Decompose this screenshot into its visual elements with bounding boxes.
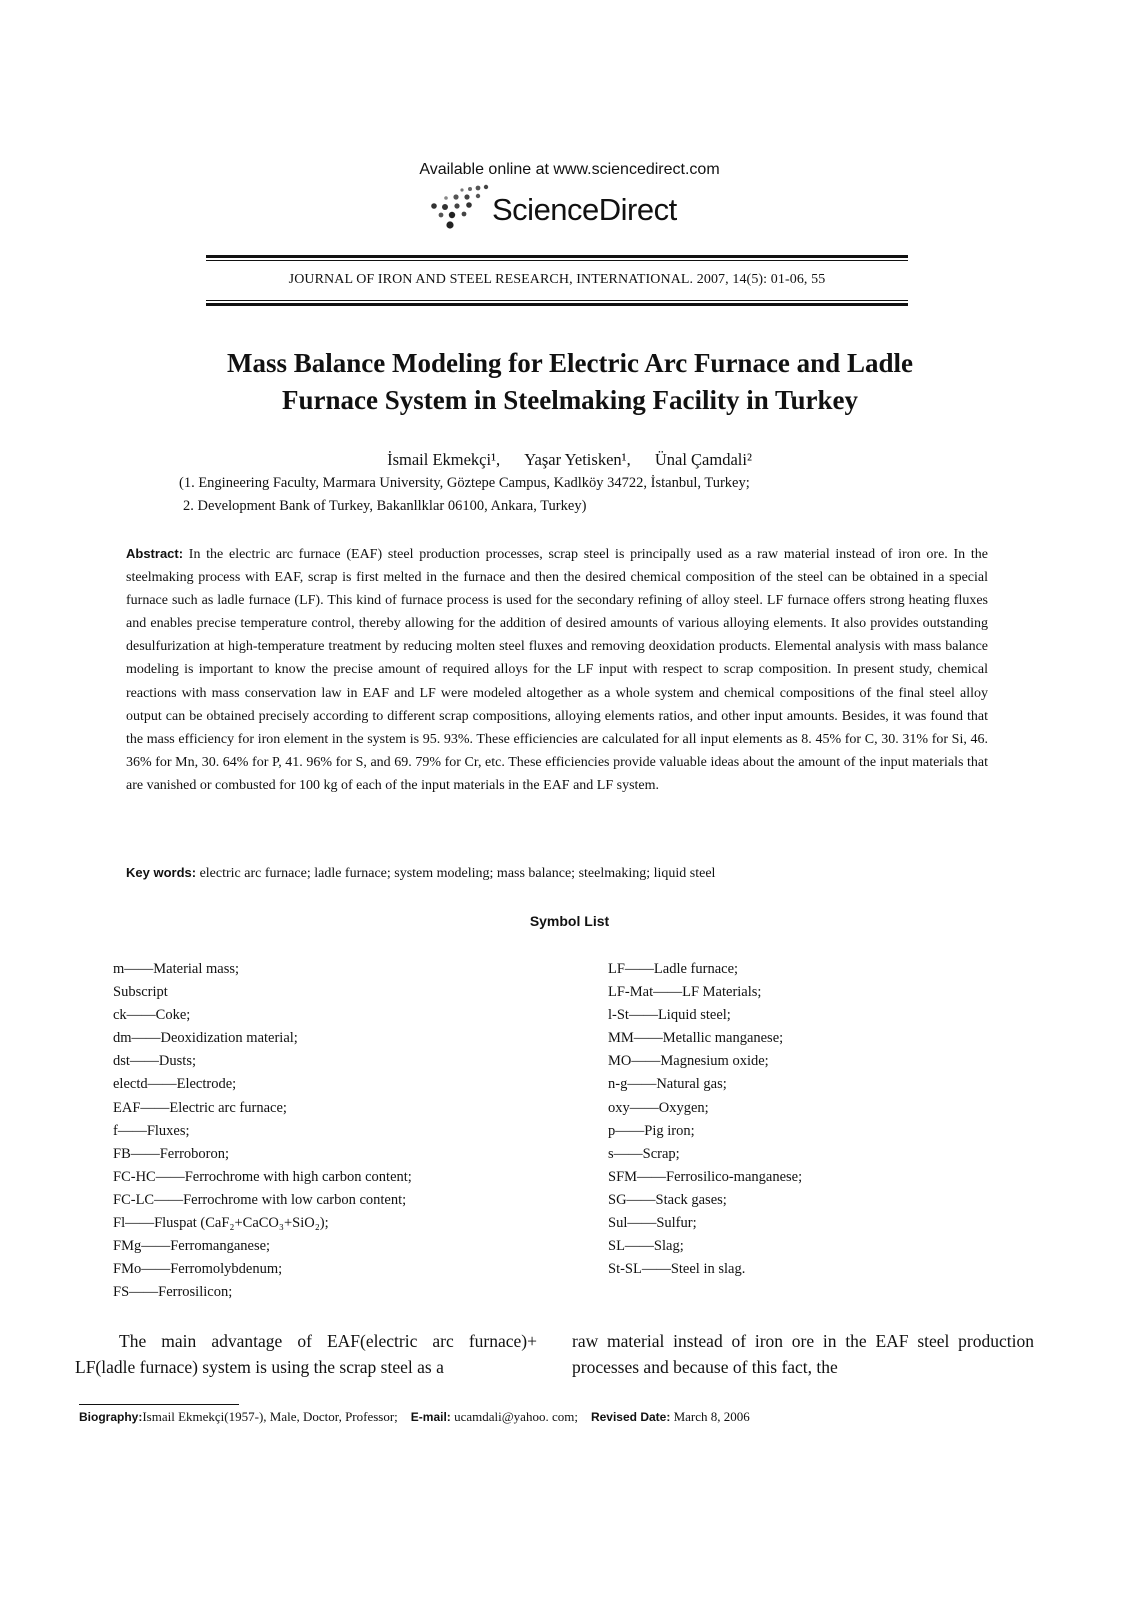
- biography-text: Ismail Ekmekçi(1957-), Male, Doctor, Professor;: [142, 1409, 398, 1424]
- symbol-entry: EAF——Electric arc furnace;: [113, 1099, 287, 1116]
- author-2: Yaşar Yetisken¹,: [524, 450, 631, 469]
- symbol-entry: m——Material mass;: [113, 961, 240, 977]
- symbol-entry: n-g——Natural gas;: [608, 1076, 727, 1093]
- symbol-list-title: Symbol List: [529, 913, 610, 929]
- biography-label: Biography:: [79, 1410, 143, 1424]
- symbol-entry: dst——Dusts;: [113, 1053, 196, 1070]
- sciencedirect-dots-icon: [426, 184, 490, 234]
- footnote-rule: [79, 1404, 239, 1405]
- body-text-right-column: raw material instead of iron ore in the EAF steel production processes and because of this fact, the: [572, 1331, 1034, 1377]
- author-1: İsmail Ekmekçi¹,: [387, 450, 501, 469]
- symbol-entry: FB——Ferroboron;: [113, 1145, 229, 1162]
- symbol-list-right: [608, 958, 802, 1281]
- symbol-entry: SFM——Ferrosilico-manganese;: [608, 1168, 803, 1185]
- title-line-1: Mass Balance Modeling for Electric Arc Furnace and Ladle: [227, 348, 913, 378]
- header-rule-bottom-thin: [206, 300, 908, 301]
- journal-citation: JOURNAL OF IRON AND STEEL RESEARCH, INTERNATIONAL. 2007, 14(5): 01-06, 55: [288, 272, 826, 287]
- symbol-list-left: [113, 958, 412, 1304]
- paper-title: [120, 345, 1020, 419]
- keywords-text: electric arc furnace; ladle furnace; system modeling; mass balance; steelmaking; liquid steel: [196, 866, 716, 881]
- symbol-entry: dm——Deoxidization material;: [113, 1030, 298, 1047]
- header-rule-bottom: [206, 303, 908, 306]
- abstract-label: Abstract:: [126, 546, 184, 561]
- symbol-entry: LF-Mat——LF Materials;: [608, 984, 762, 1001]
- symbol-entry: FMg——Ferromanganese;: [113, 1238, 271, 1255]
- symbol-entry: l-St——Liquid steel;: [608, 1007, 731, 1024]
- symbol-entry: St-SL——Steel in slag.: [608, 1261, 746, 1278]
- symbol-entry: Sul——Sulfur;: [608, 1215, 697, 1232]
- title-line-2: Furnace System in Steelmaking Facility in Turkey: [281, 385, 859, 415]
- affiliation-2: 2. Development Bank of Turkey, Bakanllklar 06100, Ankara, Turkey): [183, 498, 587, 514]
- email-text: ucamdali@yahoo. com;: [450, 1409, 578, 1424]
- symbol-entry: ck——Coke;: [113, 1007, 191, 1024]
- sciencedirect-logo: [426, 184, 726, 234]
- author-list: [0, 450, 1139, 470]
- sciencedirect-wordmark: ScienceDirect: [492, 192, 677, 227]
- keywords-label: Key words:: [126, 865, 197, 880]
- symbol-entry: SG——Stack gases;: [608, 1191, 727, 1208]
- symbol-entry: LF——Ladle furnace;: [608, 961, 739, 977]
- revised-date-text: March 8, 2006: [670, 1409, 750, 1424]
- author-3: Ünal Çamdali²: [654, 450, 752, 469]
- symbol-entry: FS——Ferrosilicon;: [113, 1284, 233, 1301]
- symbol-entry: MM——Metallic manganese;: [608, 1030, 784, 1047]
- author-footnote: [79, 1409, 750, 1425]
- header-rule-top: [206, 255, 908, 258]
- symbol-entry: SL——Slag;: [608, 1238, 684, 1255]
- symbol-entry: f——Fluxes;: [113, 1122, 190, 1139]
- abstract-text: In the electric arc furnace (EAF) steel production processes, scrap steel is principally used as a raw material instead of iron ore. In the steelmaking process with EAF, scrap is first melted in the furnace and then the desired chemical composition of the steel can be obtained in a special furnace such as ladle furnace (LF). This kind of furnace process is used for the secondary refining of alloy steel. LF furnace offers strong heating fluxes and enables precise temperature control, thereby allowing for the addition of desired amounts of various alloying elements. It also provides outstanding desulfurization at high-temperature treatment by reducing molten steel fluxes and removing deoxidation products. Elemental analysis with mass balance modeling is important to know the precise amount of required alloys for the LF input with respect to scrap composition. In present study, chemical reactions with mass conservation law in EAF and LF were modeled altogether as a whole system and chemical compositions of the final steel alloy output can be obtained precisely according to different scrap compositions, alloying elements ratios, and other input amounts. Besides, it was found that the mass efficiency for iron element in the system is 95. 93%. These efficiencies are calculated for all input elements as 8. 45% for C, 30. 31% for Si, 46. 36% for Mn, 30. 64% for P, 41. 96% for S, and 69. 79% for Cr, etc. These efficiencies provide valuable ideas about the amount of the input materials that are vanished or combusted for 100 kg of each of the input materials in the EAF and LF system.: [126, 547, 988, 793]
- header-rule-top-thin: [206, 260, 908, 261]
- revised-date-label: Revised Date:: [590, 1410, 671, 1424]
- body-text-left-column: The main advantage of EAF(electric arc furnace)+ LF(ladle furnace) system is using the scrap steel as a: [75, 1331, 537, 1377]
- symbol-entry: Fl——Fluspat (CaF₂+CaCO₃+SiO₂);: [113, 1215, 329, 1232]
- keywords: [126, 865, 988, 882]
- symbol-entry: FMo——Ferromolybdenum;: [113, 1261, 283, 1278]
- email-label: E-mail:: [410, 1410, 451, 1424]
- symbol-entry: p——Pig iron;: [608, 1122, 695, 1139]
- symbol-entry: oxy——Oxygen;: [608, 1099, 709, 1116]
- symbol-entry: s——Scrap;: [608, 1145, 680, 1162]
- availability-notice: Available online at www.sciencedirect.com: [419, 161, 720, 178]
- symbol-entry: electd——Electrode;: [113, 1076, 237, 1093]
- abstract: [126, 542, 988, 797]
- symbol-entry: FC-HC——Ferrochrome with high carbon content;: [113, 1168, 412, 1185]
- symbol-entry: MO——Magnesium oxide;: [608, 1053, 769, 1070]
- symbol-entry: Subscript: [113, 984, 168, 1001]
- affiliation-1: (1. Engineering Faculty, Marmara University, Göztepe Campus, Kadlköy 34722, İstanbul, Turkey;: [179, 475, 750, 491]
- symbol-entry: FC-LC——Ferrochrome with low carbon content;: [113, 1191, 407, 1208]
